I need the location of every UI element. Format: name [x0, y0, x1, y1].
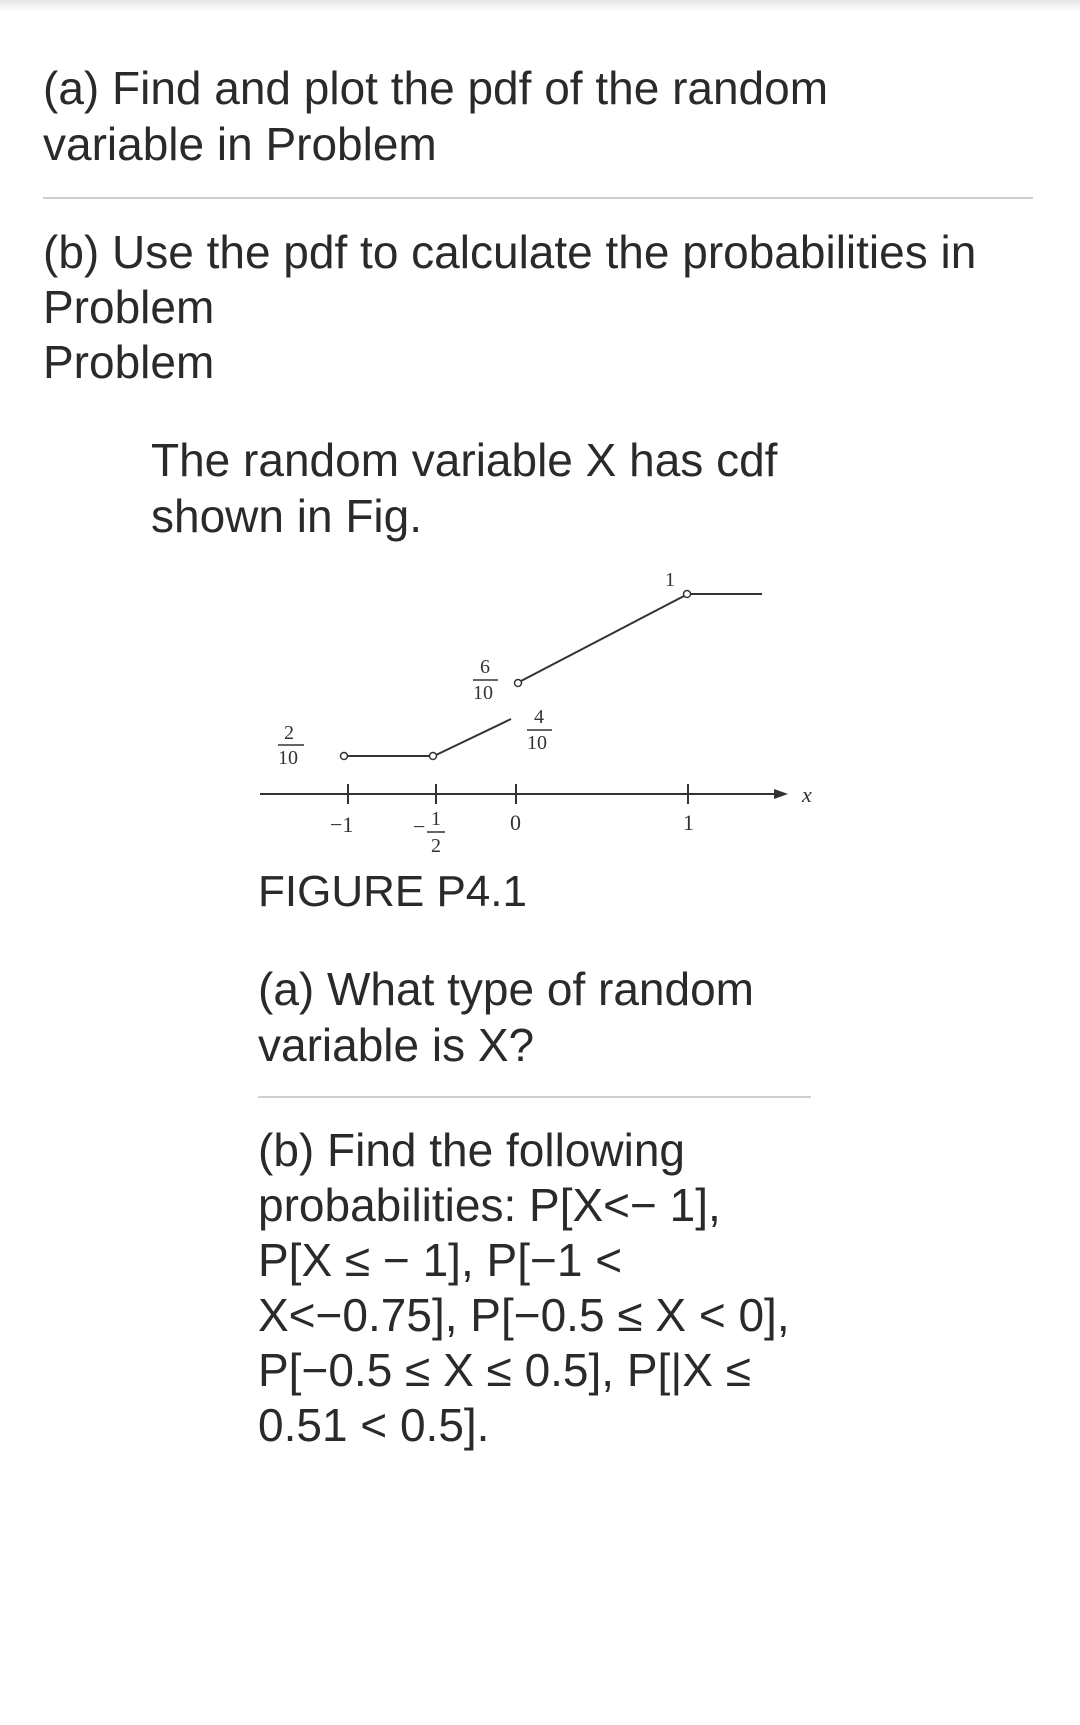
question-b-line-6: 0.51 < 0.5].: [258, 1399, 490, 1451]
problem-intro-line-2: shown in Fig.: [151, 490, 423, 542]
top-edge-shadow: [0, 0, 1080, 12]
divider-top: [43, 197, 1033, 199]
part-b-line-2: Problem: [43, 281, 215, 333]
open-circle-neg-half: [430, 753, 437, 760]
problem-intro-line-1: The random variable X has cdf: [151, 434, 778, 486]
tick-label-neg-one: −1: [330, 812, 354, 837]
question-a-line-1: (a) What type of random: [258, 963, 754, 1015]
x-axis-arrowhead: [774, 789, 788, 799]
question-b-line-2: probabilities: P[X<− 1],: [258, 1179, 721, 1231]
part-b-line-1: (b) Use the pdf to calculate the probabilities in: [43, 226, 977, 278]
level-six-tenths-num: 6: [480, 656, 490, 678]
question-b-line-3: P[X ≤ − 1], P[−1 <: [258, 1234, 623, 1286]
tick-label-half-den: 2: [431, 835, 441, 857]
cdf-ramp-to-one: [521, 596, 684, 681]
question-b-line-4: X<−0.75], P[−0.5 ≤ X < 0],: [258, 1289, 790, 1341]
level-four-tenths-num: 4: [534, 706, 544, 728]
open-circle-neg-one: [341, 753, 348, 760]
part-a-line-1: (a) Find and plot the pdf of the random: [43, 62, 829, 114]
x-axis-label: x: [802, 782, 812, 807]
question-b-line-5: P[−0.5 ≤ X ≤ 0.5], P[|X ≤: [258, 1344, 751, 1396]
tick-label-neg-half-minus: −: [413, 814, 426, 839]
figure-caption: FIGURE P4.1: [258, 867, 527, 916]
level-six-tenths-den: 10: [473, 682, 493, 704]
question-b-line-1: (b) Find the following: [258, 1124, 685, 1176]
tick-label-one: 1: [683, 810, 694, 835]
open-circle-one: [684, 591, 691, 598]
level-four-tenths-den: 10: [527, 732, 547, 754]
part-a-line-2: variable in Problem: [43, 118, 437, 170]
level-one-label: 1: [665, 570, 675, 591]
tick-label-half-num: 1: [431, 808, 441, 830]
tick-label-zero: 0: [510, 810, 521, 835]
cdf-ramp-to-four-tenths: [436, 719, 511, 755]
open-circle-zero: [515, 680, 522, 687]
part-b-line-3: Problem: [43, 336, 215, 388]
level-two-tenths-den: 10: [278, 747, 298, 769]
question-a-line-2: variable is X?: [258, 1019, 535, 1071]
divider-questions: [258, 1096, 811, 1098]
level-two-tenths-num: 2: [284, 722, 294, 744]
cdf-figure: [230, 570, 830, 870]
